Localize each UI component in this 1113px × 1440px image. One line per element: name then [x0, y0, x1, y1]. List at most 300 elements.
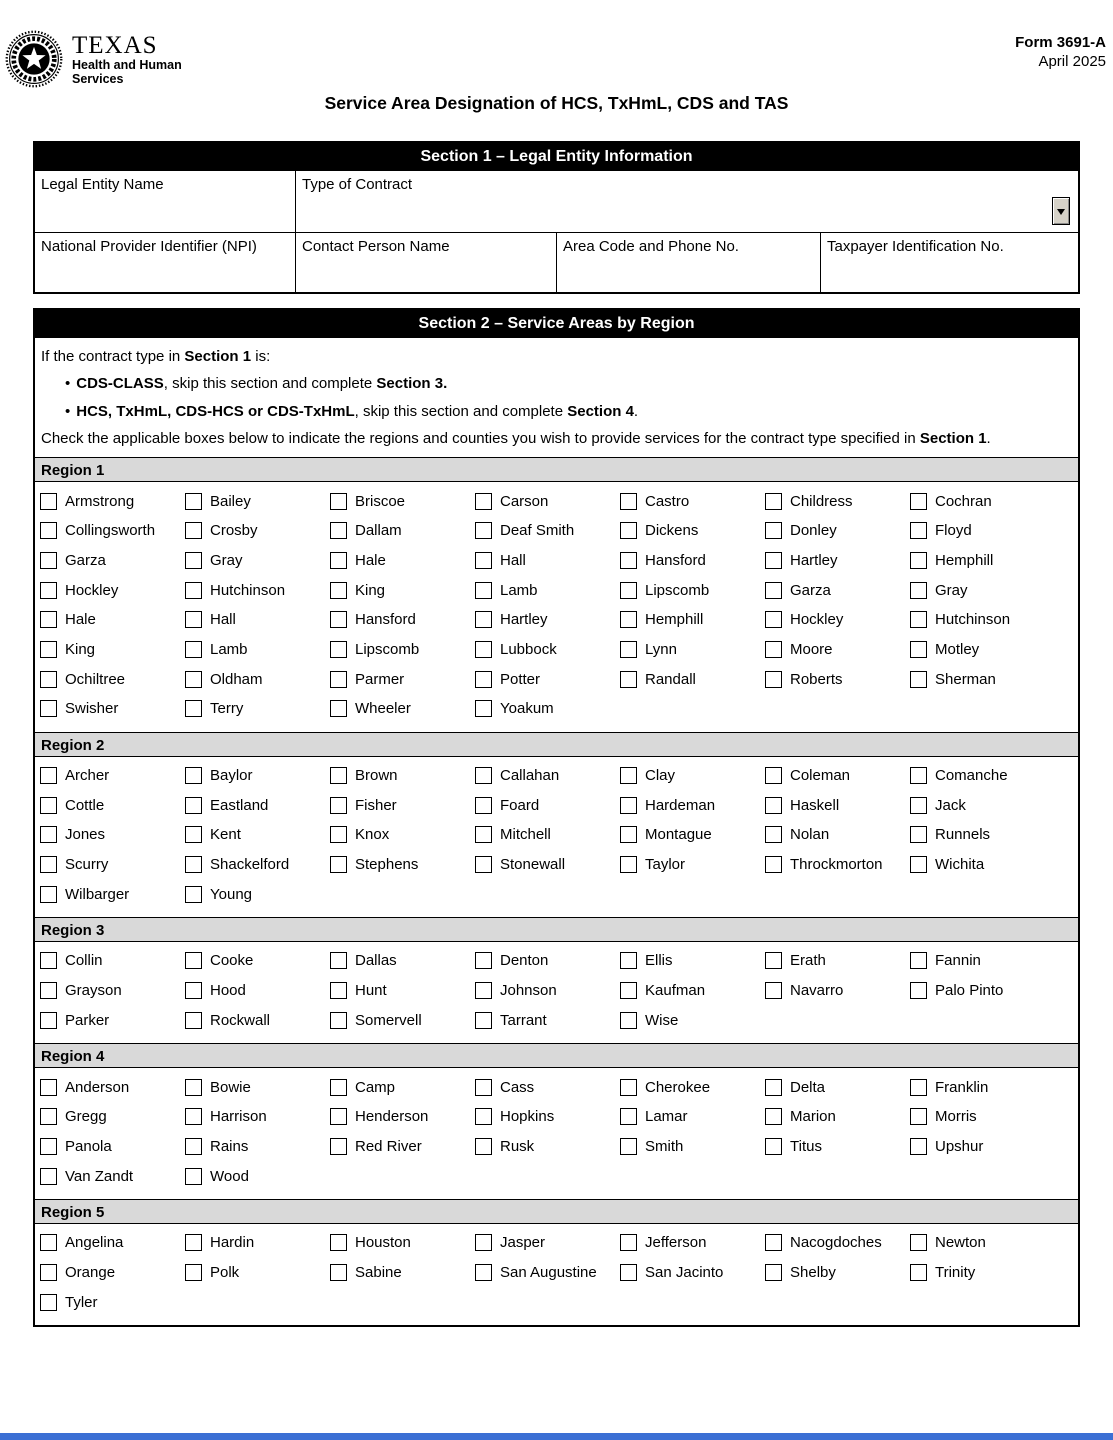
county-item [765, 850, 910, 880]
county-label: San Jacinto [645, 1263, 724, 1281]
checkbox-cottle[interactable] [40, 797, 57, 814]
checkbox-moore[interactable] [765, 641, 782, 658]
checkbox-roberts[interactable] [765, 671, 782, 688]
county-label: Knox [355, 826, 390, 844]
checkbox-taylor[interactable] [620, 856, 637, 873]
checkbox-hockley[interactable] [765, 611, 782, 628]
county-label: Hansford [645, 551, 706, 569]
checkbox-wilbarger[interactable] [40, 886, 57, 903]
county-item [620, 761, 765, 791]
county-label: Ellis [645, 952, 673, 970]
county-item [910, 946, 1078, 976]
county-item [185, 575, 330, 605]
checkbox-polk[interactable] [185, 1264, 202, 1281]
checkbox-hood[interactable] [185, 982, 202, 999]
county-label: Wise [645, 1011, 679, 1029]
checkbox-sherman[interactable] [910, 671, 927, 688]
checkbox-king[interactable] [330, 582, 347, 599]
checkbox-wichita[interactable] [910, 856, 927, 873]
checkbox-wheeler[interactable] [330, 700, 347, 717]
checkbox-houston[interactable] [330, 1234, 347, 1251]
county-item [765, 790, 910, 820]
checkbox-armstrong[interactable] [40, 493, 57, 510]
checkbox-potter[interactable] [475, 671, 492, 688]
county-item [475, 790, 620, 820]
checkbox-marion[interactable] [765, 1108, 782, 1125]
county-item [330, 1072, 475, 1102]
county-label: Rockwall [210, 1011, 271, 1029]
county-label: Hunt [355, 982, 387, 1000]
county-label: Angelina [65, 1234, 124, 1252]
checkbox-dickens[interactable] [620, 522, 637, 539]
county-label: Hockley [790, 611, 844, 629]
county-label: Castro [645, 492, 690, 510]
county-item [765, 486, 910, 516]
checkbox-haskell[interactable] [765, 797, 782, 814]
county-item [185, 635, 330, 665]
county-label: Denton [500, 952, 549, 970]
checkbox-randall[interactable] [620, 671, 637, 688]
checkbox-ellis[interactable] [620, 952, 637, 969]
county-item [185, 976, 330, 1006]
county-grid-region-1 [35, 482, 1078, 732]
checkbox-motley[interactable] [910, 641, 927, 658]
county-item [185, 1102, 330, 1132]
bullet-icon: • [65, 402, 71, 420]
checkbox-johnson[interactable] [475, 982, 492, 999]
checkbox-cochran[interactable] [910, 493, 927, 510]
county-item [330, 850, 475, 880]
county-item [620, 1102, 765, 1132]
county-label: Rusk [500, 1137, 535, 1155]
county-label: Lamb [210, 640, 248, 658]
checkbox-hartley[interactable] [475, 611, 492, 628]
phone-field[interactable] [556, 232, 820, 292]
checkbox-nolan[interactable] [765, 826, 782, 843]
checkbox-kaufman[interactable] [620, 982, 637, 999]
county-item [765, 761, 910, 791]
checkbox-stonewall[interactable] [475, 856, 492, 873]
checkbox-dallam[interactable] [330, 522, 347, 539]
county-label: Hale [355, 551, 386, 569]
county-item [40, 1132, 185, 1162]
checkbox-rockwall[interactable] [185, 1012, 202, 1029]
checkbox-dallas[interactable] [330, 952, 347, 969]
county-label: Titus [790, 1137, 822, 1155]
county-label: Fisher [355, 796, 397, 814]
logo-text [72, 34, 182, 86]
county-label: Hartley [790, 551, 838, 569]
checkbox-shelby[interactable] [765, 1264, 782, 1281]
county-item [910, 635, 1078, 665]
county-label: Gray [935, 581, 968, 599]
checkbox-brown[interactable] [330, 767, 347, 784]
taxpayer-id-field[interactable] [820, 232, 1078, 292]
checkbox-hockley[interactable] [40, 582, 57, 599]
checkbox-palo-pinto[interactable] [910, 982, 927, 999]
county-label: Wichita [935, 856, 985, 874]
checkbox-hopkins[interactable] [475, 1108, 492, 1125]
checkbox-hartley[interactable] [765, 552, 782, 569]
county-item [330, 516, 475, 546]
checkbox-shackelford[interactable] [185, 856, 202, 873]
checkbox-garza[interactable] [40, 552, 57, 569]
checkbox-archer[interactable] [40, 767, 57, 784]
checkbox-titus[interactable] [765, 1138, 782, 1155]
county-item [620, 605, 765, 635]
section-1-row-1 [35, 171, 1078, 232]
checkbox-donley[interactable] [765, 522, 782, 539]
checkbox-erath[interactable] [765, 952, 782, 969]
county-label: Franklin [935, 1078, 989, 1096]
checkbox-fannin[interactable] [910, 952, 927, 969]
county-label: Nolan [790, 826, 830, 844]
county-label: Crosby [210, 522, 258, 540]
county-item [40, 605, 185, 635]
checkbox-henderson[interactable] [330, 1108, 347, 1125]
checkbox-bowie[interactable] [185, 1079, 202, 1096]
checkbox-jack[interactable] [910, 797, 927, 814]
checkbox-hunt[interactable] [330, 982, 347, 999]
county-item [475, 486, 620, 516]
checkbox-lipscomb[interactable] [620, 582, 637, 599]
county-label: Parker [65, 1011, 110, 1029]
checkbox-trinity[interactable] [910, 1264, 927, 1281]
checkbox-carson[interactable] [475, 493, 492, 510]
npi-field[interactable] [35, 232, 295, 292]
checkbox-stephens[interactable] [330, 856, 347, 873]
county-label: Jack [935, 796, 966, 814]
county-label: Deaf Smith [500, 522, 575, 540]
form-meta [1015, 33, 1106, 71]
county-label: Cass [500, 1078, 535, 1096]
checkbox-jefferson[interactable] [620, 1234, 637, 1251]
county-label: Lamar [645, 1108, 688, 1126]
checkbox-orange[interactable] [40, 1264, 57, 1281]
county-label: Shackelford [210, 856, 290, 874]
checkbox-lipscomb[interactable] [330, 641, 347, 658]
checkbox-hansford[interactable] [620, 552, 637, 569]
checkbox-swisher[interactable] [40, 700, 57, 717]
county-item [620, 575, 765, 605]
county-label: Hansford [355, 611, 416, 629]
checkbox-eastland[interactable] [185, 797, 202, 814]
type-of-contract-field[interactable] [295, 171, 1078, 232]
region-header-5: Region 5 [35, 1199, 1078, 1224]
county-label: San Augustine [500, 1263, 597, 1281]
checkbox-morris[interactable] [910, 1108, 927, 1125]
section-2 [33, 308, 1080, 1327]
checkbox-collingsworth[interactable] [40, 522, 57, 539]
county-label: Anderson [65, 1078, 130, 1096]
county-item [620, 850, 765, 880]
county-grid-region-3 [35, 942, 1078, 1043]
checkbox-harrison[interactable] [185, 1108, 202, 1125]
county-item [330, 694, 475, 724]
checkbox-fisher[interactable] [330, 797, 347, 814]
county-label: Floyd [935, 522, 972, 540]
checkbox-hardeman[interactable] [620, 797, 637, 814]
logo-texas-label: TEXAS [72, 32, 158, 59]
region-header-2: Region 2 [35, 732, 1078, 757]
county-label: Hale [65, 611, 96, 629]
logo-hhs-label-2: Services [72, 72, 124, 86]
checkbox-upshur[interactable] [910, 1138, 927, 1155]
county-label: Donley [790, 522, 837, 540]
county-item [330, 575, 475, 605]
county-item [475, 605, 620, 635]
county-item [40, 635, 185, 665]
county-item [330, 790, 475, 820]
county-label: Hutchinson [935, 611, 1011, 629]
checkbox-delta[interactable] [765, 1079, 782, 1096]
county-label: Panola [65, 1137, 112, 1155]
checkbox-foard[interactable] [475, 797, 492, 814]
checkbox-collin[interactable] [40, 952, 57, 969]
checkbox-parker[interactable] [40, 1012, 57, 1029]
county-label: Somervell [355, 1011, 422, 1029]
checkbox-parmer[interactable] [330, 671, 347, 688]
county-item [910, 1258, 1078, 1288]
checkbox-jones[interactable] [40, 826, 57, 843]
checkbox-runnels[interactable] [910, 826, 927, 843]
checkbox-lynn[interactable] [620, 641, 637, 658]
county-item [475, 694, 620, 724]
county-item [910, 1102, 1078, 1132]
checkbox-bailey[interactable] [185, 493, 202, 510]
checkbox-hemphill[interactable] [910, 552, 927, 569]
checkbox-van-zandt[interactable] [40, 1168, 57, 1185]
county-label: Hood [210, 982, 246, 1000]
county-label: Roberts [790, 670, 843, 688]
county-item [330, 1006, 475, 1036]
checkbox-hall[interactable] [185, 611, 202, 628]
checkbox-smith[interactable] [620, 1138, 637, 1155]
checkbox-hemphill[interactable] [620, 611, 637, 628]
checkbox-tarrant[interactable] [475, 1012, 492, 1029]
checkbox-hutchinson[interactable] [185, 582, 202, 599]
checkbox-cass[interactable] [475, 1079, 492, 1096]
region-header-4: Region 4 [35, 1043, 1078, 1068]
checkbox-tyler[interactable] [40, 1294, 57, 1311]
county-label: Gregg [65, 1108, 107, 1126]
form-date: April 2025 [1038, 53, 1106, 70]
county-item [40, 1006, 185, 1036]
county-item [475, 635, 620, 665]
checkbox-castro[interactable] [620, 493, 637, 510]
checkbox-navarro[interactable] [765, 982, 782, 999]
county-item [185, 790, 330, 820]
checkbox-wood[interactable] [185, 1168, 202, 1185]
county-item [40, 1102, 185, 1132]
checkbox-coleman[interactable] [765, 767, 782, 784]
county-label: Hall [210, 611, 236, 629]
county-item [185, 664, 330, 694]
county-label: Clay [645, 767, 676, 785]
county-item [40, 664, 185, 694]
county-label: Rains [210, 1137, 249, 1155]
county-item [910, 664, 1078, 694]
county-label: Hartley [500, 611, 548, 629]
county-item [765, 546, 910, 576]
county-item [330, 605, 475, 635]
county-label: Baylor [210, 767, 253, 785]
county-item [330, 635, 475, 665]
checkbox-young[interactable] [185, 886, 202, 903]
county-label: Cherokee [645, 1078, 711, 1096]
county-item [185, 1006, 330, 1036]
checkbox-denton[interactable] [475, 952, 492, 969]
checkbox-kent[interactable] [185, 826, 202, 843]
checkbox-clay[interactable] [620, 767, 637, 784]
checkbox-somervell[interactable] [330, 1012, 347, 1029]
county-label: Orange [65, 1263, 116, 1281]
checkbox-yoakum[interactable] [475, 700, 492, 717]
county-item [40, 790, 185, 820]
checkbox-hale[interactable] [330, 552, 347, 569]
checkbox-king[interactable] [40, 641, 57, 658]
checkbox-cooke[interactable] [185, 952, 202, 969]
county-item [475, 761, 620, 791]
checkbox-anderson[interactable] [40, 1079, 57, 1096]
texas-hhs-logo [5, 30, 182, 88]
checkbox-san-jacinto[interactable] [620, 1264, 637, 1281]
checkbox-angelina[interactable] [40, 1234, 57, 1251]
checkbox-gregg[interactable] [40, 1108, 57, 1125]
county-grid-region-4 [35, 1068, 1078, 1199]
county-label: Terry [210, 700, 244, 718]
county-item [765, 635, 910, 665]
checkbox-rains[interactable] [185, 1138, 202, 1155]
county-item [765, 1132, 910, 1162]
checkbox-floyd[interactable] [910, 522, 927, 539]
county-item [765, 1072, 910, 1102]
checkbox-newton[interactable] [910, 1234, 927, 1251]
county-item [40, 976, 185, 1006]
checkbox-montague[interactable] [620, 826, 637, 843]
county-item [40, 486, 185, 516]
county-label: Scurry [65, 856, 109, 874]
county-item [475, 946, 620, 976]
county-label: Garza [65, 551, 106, 569]
county-label: Red River [355, 1137, 422, 1155]
county-item [910, 516, 1078, 546]
checkbox-gray[interactable] [910, 582, 927, 599]
checkbox-garza[interactable] [765, 582, 782, 599]
county-item [910, 1228, 1078, 1258]
county-item [185, 694, 330, 724]
county-label: Montague [645, 826, 712, 844]
checkbox-deaf-smith[interactable] [475, 522, 492, 539]
checkbox-lamb[interactable] [185, 641, 202, 658]
checkbox-gray[interactable] [185, 552, 202, 569]
county-label: Tyler [65, 1293, 98, 1311]
checkbox-rusk[interactable] [475, 1138, 492, 1155]
page-bottom-bar [0, 1433, 1113, 1440]
county-item [40, 1228, 185, 1258]
checkbox-callahan[interactable] [475, 767, 492, 784]
checkbox-briscoe[interactable] [330, 493, 347, 510]
checkbox-grayson[interactable] [40, 982, 57, 999]
checkbox-camp[interactable] [330, 1079, 347, 1096]
checkbox-wise[interactable] [620, 1012, 637, 1029]
county-label: Sherman [935, 670, 996, 688]
checkbox-ochiltree[interactable] [40, 671, 57, 688]
county-item [620, 976, 765, 1006]
checkbox-cherokee[interactable] [620, 1079, 637, 1096]
page-title: Service Area Designation of HCS, TxHmL, CDS and TAS [324, 93, 789, 113]
county-item [620, 1258, 765, 1288]
county-label: Harrison [210, 1108, 267, 1126]
county-item [620, 664, 765, 694]
checkbox-panola[interactable] [40, 1138, 57, 1155]
checkbox-lamar[interactable] [620, 1108, 637, 1125]
county-label: Lubbock [500, 640, 557, 658]
checkbox-baylor[interactable] [185, 767, 202, 784]
county-item [40, 575, 185, 605]
county-item [330, 1228, 475, 1258]
county-label: Jefferson [645, 1234, 707, 1252]
checkbox-throckmorton[interactable] [765, 856, 782, 873]
type-of-contract-dropdown-button[interactable] [1052, 197, 1070, 225]
county-label: Armstrong [65, 492, 135, 510]
checkbox-hardin[interactable] [185, 1234, 202, 1251]
county-item [185, 946, 330, 976]
county-label: Coleman [790, 767, 851, 785]
checkbox-crosby[interactable] [185, 522, 202, 539]
checkbox-childress[interactable] [765, 493, 782, 510]
county-label: Lipscomb [645, 581, 710, 599]
checkbox-comanche[interactable] [910, 767, 927, 784]
checkbox-hale[interactable] [40, 611, 57, 628]
county-label: Sabine [355, 1263, 402, 1281]
contact-person-field[interactable] [295, 232, 556, 292]
checkbox-lubbock[interactable] [475, 641, 492, 658]
checkbox-hansford[interactable] [330, 611, 347, 628]
checkbox-red-river[interactable] [330, 1138, 347, 1155]
county-item [910, 605, 1078, 635]
checkbox-hutchinson[interactable] [910, 611, 927, 628]
contact-person-label: Contact Person Name [302, 238, 450, 255]
checkbox-terry[interactable] [185, 700, 202, 717]
county-item [765, 820, 910, 850]
county-label: Bailey [210, 492, 251, 510]
checkbox-nacogdoches[interactable] [765, 1234, 782, 1251]
checkbox-san-augustine[interactable] [475, 1264, 492, 1281]
checkbox-sabine[interactable] [330, 1264, 347, 1281]
legal-entity-name-field[interactable] [35, 171, 295, 232]
checkbox-jasper[interactable] [475, 1234, 492, 1251]
checkbox-lamb[interactable] [475, 582, 492, 599]
county-item [620, 546, 765, 576]
county-label: Cooke [210, 952, 254, 970]
county-item [765, 575, 910, 605]
county-label: Hopkins [500, 1108, 555, 1126]
county-label: King [65, 640, 96, 658]
checkbox-oldham[interactable] [185, 671, 202, 688]
county-item [330, 1102, 475, 1132]
county-item [185, 605, 330, 635]
npi-label: National Provider Identifier (NPI) [41, 238, 257, 255]
checkbox-hall[interactable] [475, 552, 492, 569]
county-label: Stephens [355, 856, 419, 874]
checkbox-franklin[interactable] [910, 1079, 927, 1096]
county-item [330, 976, 475, 1006]
checkbox-knox[interactable] [330, 826, 347, 843]
county-label: Potter [500, 670, 541, 688]
checkbox-mitchell[interactable] [475, 826, 492, 843]
checkbox-scurry[interactable] [40, 856, 57, 873]
